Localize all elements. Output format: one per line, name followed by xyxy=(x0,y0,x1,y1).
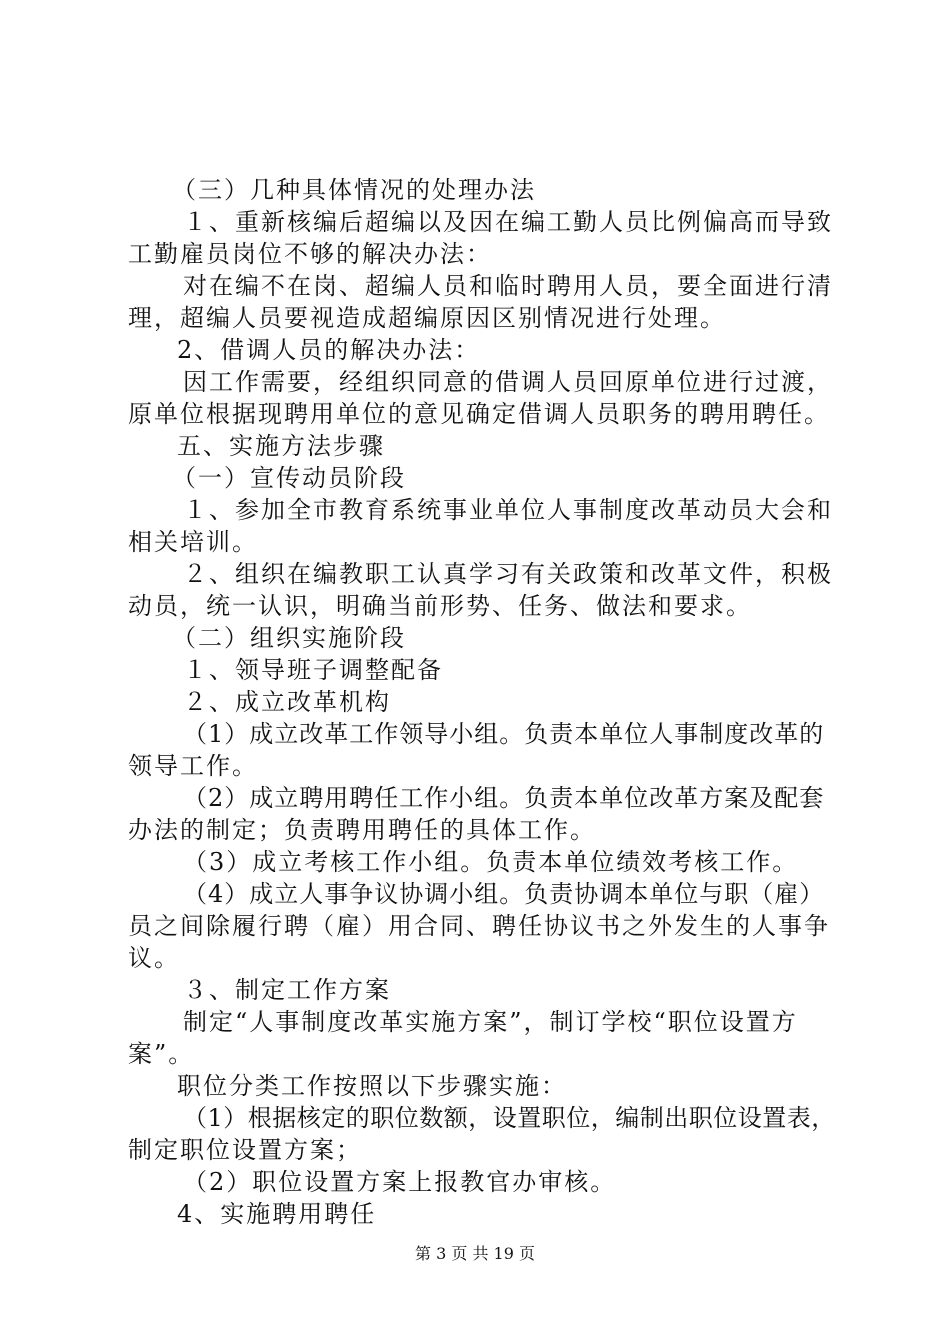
text-line: 原单位根据现聘用单位的意见确定借调人员职务的聘用聘任。 xyxy=(128,400,830,428)
text-line: 职位分类工作按照以下步骤实施： xyxy=(177,1072,567,1100)
text-line: 议。 xyxy=(128,944,180,972)
text-line: （4）成立人事争议协调小组。负责协调本单位与职（雇） xyxy=(183,880,825,908)
text-line: （1）根据核定的职位数额，设置职位，编制出职位设置表， xyxy=(183,1104,836,1132)
text-line: 理，超编人员要视造成超编原因区别情况进行处理。 xyxy=(128,304,726,332)
text-line: １、重新核编后超编以及因在编工勤人员比例偏高而导致 xyxy=(183,208,833,236)
text-line: 4、实施聘用聘任 xyxy=(177,1200,377,1228)
text-line: 制定“人事制度改革实施方案”，制订学校“职位设置方 xyxy=(183,1008,798,1036)
text-line: 员之间除履行聘（雇）用合同、聘任协议书之外发生的人事争 xyxy=(128,912,830,940)
text-line: （2）成立聘用聘任工作小组。负责本单位改革方案及配套 xyxy=(183,784,825,812)
text-line: ３、制定工作方案 xyxy=(183,976,391,1004)
text-line: １、领导班子调整配备 xyxy=(183,656,443,684)
section-heading: 五、实施方法步骤 xyxy=(177,432,385,460)
text-line: 动员，统一认识，明确当前形势、任务、做法和要求。 xyxy=(128,592,752,620)
text-line: （1）成立改革工作领导小组。负责本单位人事制度改革的 xyxy=(183,720,825,748)
text-line: 制定职位设置方案； xyxy=(128,1136,362,1164)
text-line: ２、成立改革机构 xyxy=(183,688,391,716)
text-line: （一）宣传动员阶段 xyxy=(172,464,406,492)
text-line: 案”。 xyxy=(128,1040,195,1068)
text-line: 因工作需要，经组织同意的借调人员回原单位进行过渡， xyxy=(183,368,833,396)
text-line: （二）组织实施阶段 xyxy=(172,624,406,652)
text-line: ２、组织在编教职工认真学习有关政策和改革文件，积极 xyxy=(183,560,833,588)
text-line: （2）职位设置方案上报教官办审核。 xyxy=(183,1168,617,1196)
text-line: 2、借调人员的解决办法： xyxy=(177,336,481,364)
text-line: 领导工作。 xyxy=(128,752,258,780)
text-line: （三）几种具体情况的处理办法 xyxy=(172,176,536,204)
text-line: 办法的制定；负责聘用聘任的具体工作。 xyxy=(128,816,596,844)
page-footer: 第 3 页 共 19 页 xyxy=(415,1244,535,1263)
text-line: 对在编不在岗、超编人员和临时聘用人员，要全面进行清 xyxy=(183,272,833,300)
text-line: （3）成立考核工作小组。负责本单位绩效考核工作。 xyxy=(183,848,799,876)
text-line: 工勤雇员岗位不够的解决办法： xyxy=(128,240,492,268)
text-line: １、参加全市教育系统事业单位人事制度改革动员大会和 xyxy=(183,496,833,524)
text-line: 相关培训。 xyxy=(128,528,258,556)
